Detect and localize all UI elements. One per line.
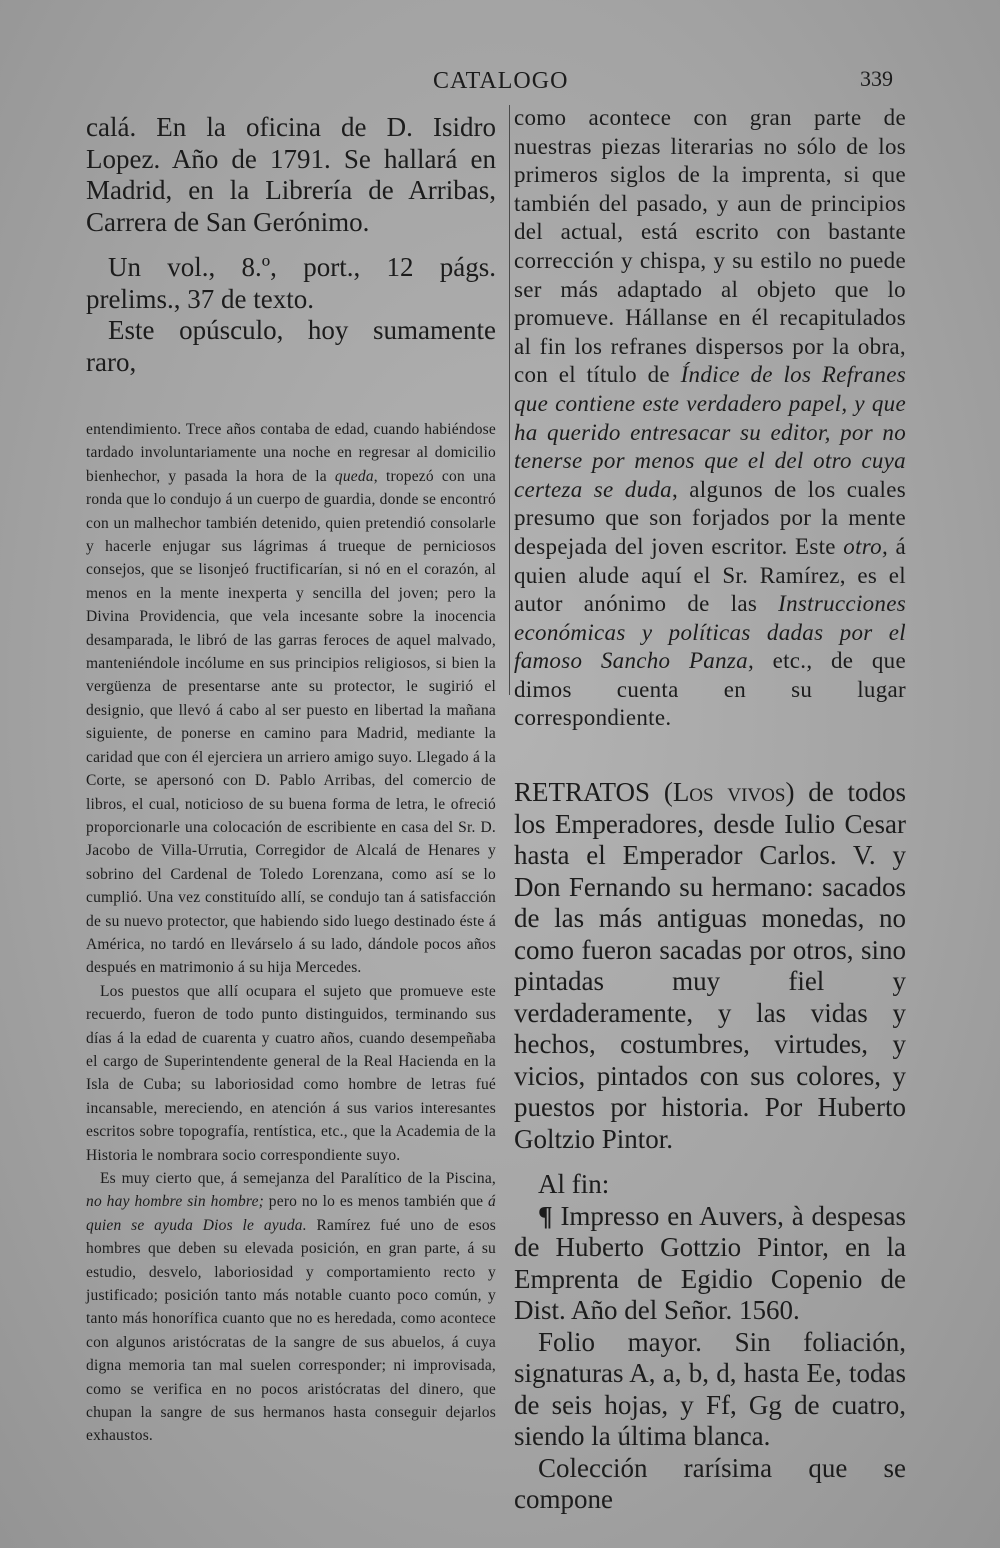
italic-title: Índice de los Refranes que contiene este verdadero papel, y que ha querido entresacar su editor, por no tenerse por menos que el del otro cuya certeza se duda [514,362,906,502]
commentary-continuation: como acontece con gran parte de nuestras piezas literarias no sólo de los primeros siglos de la imprenta, si que también del pasado, y aun de principios del actual, está escrito con bastante corrección y chispa, y su estilo no puede ser más adaptado al objeto que lo promueve. Hállanse en él recapitulados al fin los refranes dispersos por la obra, con el título de Índice de los Refranes que contiene este verdadero papel, y que ha querido entresacar su editor, por no tenerse por menos que el del otro cuya certeza se duda, algunos de los cuales presumo que son forjados por la mente despejada del joven escritor. Este otro, á quien alude aquí el Sr. Ramírez, es el autor anónimo de las Instrucciones económicas y políticas dadas por el famoso Sancho Panza, etc., de que dimos cuenta en su lugar correspondiente. [514,105,907,731]
right-column [514,104,906,1516]
colophon: ¶ Impresso en Auvers, à despesas de Huberto Gottzio Pintor, en la Emprenta de Egidio Copenio de Dist. Año del Señor. 1560. [514,1200,906,1326]
entry-continuation: calá. En la oficina de D. Isidro Lopez. Año de 1791. Se hallará en Madrid, en la Librería de Arribas, Carrera de San Gerónimo. [86,112,496,237]
italic-proverb: á quien se ayuda Dios le ayuda. [86,1193,496,1234]
italic-word: otro, [843,533,889,559]
entry-description: Folio mayor. Sin foliación, signaturas A, a, b, d, hasta Ee, todas de seis hojas, y Ff, Gg de cuatro, siendo la última blanca. [514,1326,906,1452]
commentary-start: Colección rarísima que se compone [514,1452,906,1515]
pilcrow-icon: ¶ [538,1200,553,1231]
entry-description: Un vol., 8.º, port., 12 págs. prelims., 37 de texto. [86,252,496,314]
footnote [86,418,496,1448]
colophon-label: Al fin: [538,1169,610,1200]
footnote-paragraph: entendimiento. Trece años contaba de edad, cuando habiéndose tardado involuntariamente una noche en regresar al domicilio bienhechor, y pasada la hora de la queda, tropezó con una ronda que lo condujo á un cuerpo de guardia, donde se encontró con un malhechor también detenido, quien pretendió consolarle y hacerle enjugar sus lágrimas á trueque de perniciosos consejos, que se lisonjeó fructificarían, si nó en el corazón, al menos en la mente inexperta y sencilla del joven; pero la Divina Providencia, que vela incesante sobre la inocencia desamparada, le libró de las garras feroces de aquel malvado, manteniéndole incólume en sus principios religiosos, si bien la vergüenza de presentarse ante su protector, le sugirió el designio, que llevó á cabo al ser puesto en libertad la mañana siguiente, de ponerse en camino para Madrid, mediante la caridad que con él ejerciera un arriero amigo suyo. Llegado á la Corte, se apersonó con D. Pablo Arribas, del comercio de libros, el cual, noticioso de su buena forma de letra, le ofreció proporcionarle una colocación de escribiente en casa del Sr. D. Jacobo de Villa-Urrutia, Corregidor de Alcalá de Henares y sobrino del Cardenal de Toledo Lorenzana, como así se lo cumplió. Una vez constituído allí, se condujo tan á satisfacción de su nuevo protector, que habiendo sido luego destinado éste á América, no tardó en llevárselo á su lado, dándole pocos años después en matrimonio á su hija Mercedes. [86,421,496,977]
left-column [86,112,496,1448]
footnote-paragraph: Es muy cierto que, á semejanza del Paralítico de la Piscina, no hay hombre sin hombre; pero no lo es menos también que á quien se ayuda Dios le ayuda. Ramírez fué uno de esos hombres que deben su elevada posición, en gran parte, á su estudio, desvelo, laboriosidad y comportamiento recto y justificado; posición tanto más notable cuanto poco común, y tanto más honorífica cuanto que no es heredada, como acontece con algunos aristócratas de la sangre de sus abuelos, á cuya digna memoria tan mal suelen corresponder; ni improvisada, como se verifica en no pocos aristócratas del dinero, que chupan la sangre de sus hermanos hasta conseguir dejarlos exhaustos. [86,1170,497,1445]
italic-proverb: no hay hombre sin hombre; [86,1193,265,1211]
column-rule [509,105,510,695]
italic-term: queda [334,467,374,485]
entry-heading: RETRATOS [514,777,651,808]
running-title: CATALOGO [433,68,569,94]
italic-title: Instrucciones económicas y políticas dadas por el famoso Sancho Panza, [514,591,906,674]
footnote-paragraph: Los puestos que allí ocupara el sujeto que promueve este recuerdo, fueron de todo punto distinguidos, terminando sus días á la edad de cuarenta y cuatro años, cuando desempeñaba el cargo de Superintendente general de la Real Hacienda en la Isla de Cuba; su laboriosidad como hombre de letras fué incansable, mereciendo, en atención á sus varios interesantes escritos sobre topografía, rentística, etc., que la Academia de la Historia le nombrara socio correspondiente suyo. [86,982,496,1164]
entry-title: RETRATOS (Los vivos) de todos los Emperadores, desde Iulio Cesar hasta el Emperador Carlos. V. y Don Fernando su hermano: sacados de las más antiguas monedas, no como fueron sacadas por otros, sino pintadas muy fiel y verdaderamente, y las vidas y hechos, costumbres, virtudes, y vicios, pintados con sus colores, y puestos por historia. Por Huberto Goltzio Pintor. [514,777,907,1154]
page-number: 339 [860,66,893,91]
running-head [0,66,1000,96]
commentary-start: Este opúsculo, hoy sumamente raro, [86,315,496,377]
